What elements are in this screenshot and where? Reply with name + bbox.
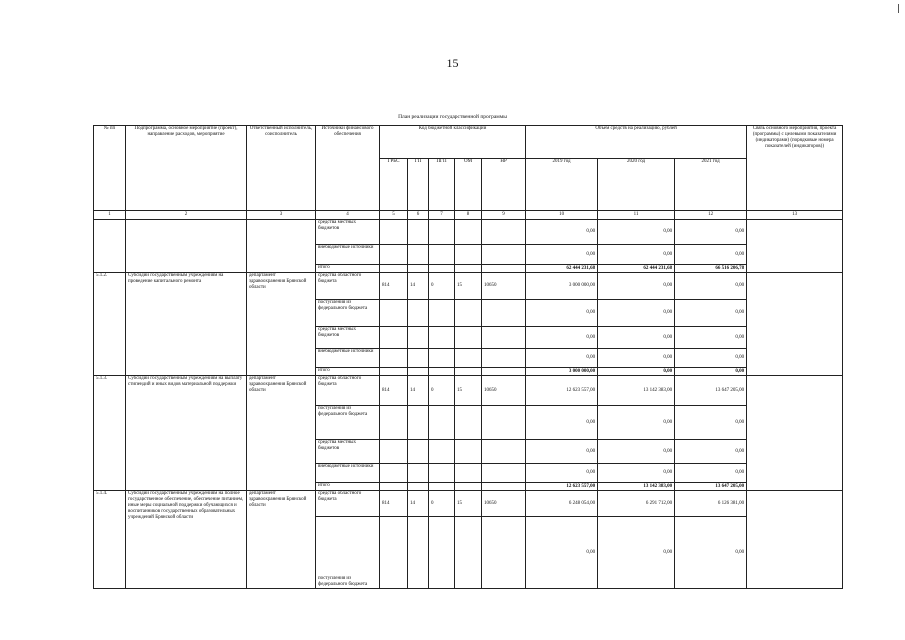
table-row [94, 273, 843, 300]
cell-2020: 0,00 [598, 368, 675, 376]
cell-om [455, 265, 482, 273]
cell-responsible: департамент здравоохранения Брянской области [247, 491, 316, 589]
cell-om [455, 300, 482, 327]
cell-2021: 13 647 205,00 [675, 376, 747, 406]
header-grbs: ГРБС [380, 159, 408, 211]
cell-gp [408, 483, 429, 491]
cell-source: внебюджетные источники [316, 349, 380, 368]
cell-grbs [380, 517, 408, 589]
cell-num: 5.1.2. [94, 273, 126, 376]
cell-2019: 0,00 [526, 517, 598, 589]
column-number: 12 [675, 211, 747, 220]
cell-np [482, 327, 526, 349]
cell-2020: 0,00 [598, 440, 675, 464]
program-plan-table [93, 125, 843, 589]
cell-om [455, 327, 482, 349]
cell-indicator [747, 491, 843, 589]
cell-np [482, 220, 526, 245]
table-row [94, 220, 843, 245]
cell-2021: 0,00 [675, 517, 747, 589]
header-name: Подпрограмма, основное мероприятие (проект), направление расходов, мероприятие [126, 126, 247, 211]
cell-num: 5.1.3. [94, 376, 126, 491]
cell-source: средства местных бюджетов [316, 327, 380, 349]
column-number: 1 [94, 211, 126, 220]
cell-om [455, 349, 482, 368]
cell-np [482, 406, 526, 440]
cell-np [482, 483, 526, 491]
cell-num: 5.1.4. [94, 491, 126, 589]
cell-2021: 0,00 [675, 406, 747, 440]
cell-2020: 0,00 [598, 327, 675, 349]
cell-2019: 0,00 [526, 300, 598, 327]
cell-np: 10650 [482, 273, 526, 300]
cell-np [482, 368, 526, 376]
cell-2020: 62 444 231,68 [598, 265, 675, 273]
cell-source: итого [316, 265, 380, 273]
cell-grbs [380, 483, 408, 491]
cell-2020: 13 142 383,00 [598, 483, 675, 491]
cell-2021: 0,00 [675, 273, 747, 300]
header-gp: ГП [408, 159, 429, 211]
cell-np [482, 440, 526, 464]
cell-source: средства областного бюджета [316, 273, 380, 300]
header-source: Источники финансового обеспечения [316, 126, 380, 211]
cell-2019: 12 623 557,00 [526, 376, 598, 406]
scan-edge-mark [898, 4, 899, 13]
cell-2019: 0,00 [526, 245, 598, 265]
table-title: План реализации государственной программы [398, 114, 507, 120]
cell-2020: 0,00 [598, 349, 675, 368]
cell-2019: 0,00 [526, 406, 598, 440]
cell-om [455, 440, 482, 464]
cell-source: итого [316, 483, 380, 491]
cell-pgp: 0 [429, 491, 455, 517]
cell-2019: 3 000 000,00 [526, 368, 598, 376]
column-number: 3 [247, 211, 316, 220]
cell-responsible: департамент здравоохранения Брянской области [247, 376, 316, 491]
cell-name: Субсидии государственным учреждениям на полное государственное обеспечение, обеспечение питанием, иные меры социальной поддержки обучающихся и воспитанников государственных образовательных учреждений Брянской области [126, 491, 247, 589]
cell-2021: 0,00 [675, 368, 747, 376]
cell-2021: 0,00 [675, 220, 747, 245]
cell-2021: 0,00 [675, 327, 747, 349]
cell-np: 10650 [482, 491, 526, 517]
cell-2020: 6 291 712,00 [598, 491, 675, 517]
cell-np [482, 517, 526, 589]
cell-gp [408, 368, 429, 376]
cell-2021: 66 516 206,78 [675, 265, 747, 273]
cell-2020: 0,00 [598, 300, 675, 327]
column-number: 10 [526, 211, 598, 220]
cell-grbs: 814 [380, 273, 408, 300]
header-budget-code: Код бюджетной классификации [380, 126, 526, 159]
column-number: 7 [429, 211, 455, 220]
header-indicator-link: Связь основного мероприятия, проекта (программы) с целевыми показателями (индикаторами) (порядковые номера показателей (индикаторов)) [747, 126, 843, 211]
cell-gp [408, 327, 429, 349]
cell-grbs [380, 245, 408, 265]
cell-np [482, 349, 526, 368]
cell-2020: 13 142 383,00 [598, 376, 675, 406]
cell-2020: 0,00 [598, 464, 675, 483]
cell-np [482, 245, 526, 265]
cell-gp [408, 300, 429, 327]
column-number-row [94, 211, 843, 220]
cell-gp [408, 220, 429, 245]
cell-gp [408, 406, 429, 440]
cell-om: 15 [455, 376, 482, 406]
cell-grbs [380, 349, 408, 368]
cell-pgp [429, 464, 455, 483]
cell-2019: 0,00 [526, 327, 598, 349]
header-num: № пп [94, 126, 126, 211]
cell-np: 10650 [482, 376, 526, 406]
cell-2019: 0,00 [526, 440, 598, 464]
cell-responsible [247, 220, 316, 273]
table-row [94, 376, 843, 406]
page-number: 15 [446, 56, 459, 70]
cell-om [455, 245, 482, 265]
cell-om [455, 220, 482, 245]
cell-2019: 62 444 231,68 [526, 265, 598, 273]
cell-gp [408, 245, 429, 265]
column-number: 2 [126, 211, 247, 220]
cell-num [94, 220, 126, 273]
cell-grbs: 814 [380, 491, 408, 517]
cell-gp: 14 [408, 376, 429, 406]
header-year-2021: 2021 год [675, 159, 747, 211]
cell-grbs [380, 220, 408, 245]
cell-source: средства местных бюджетов [316, 440, 380, 464]
table-row [94, 491, 843, 517]
cell-2021: 13 647 205,00 [675, 483, 747, 491]
cell-grbs [380, 327, 408, 349]
cell-source: средства областного бюджета [316, 376, 380, 406]
cell-grbs: 814 [380, 376, 408, 406]
cell-source: итого [316, 368, 380, 376]
column-number: 4 [316, 211, 380, 220]
column-number: 9 [482, 211, 526, 220]
cell-pgp [429, 349, 455, 368]
cell-2021: 0,00 [675, 300, 747, 327]
cell-pgp [429, 220, 455, 245]
column-number: 11 [598, 211, 675, 220]
cell-grbs [380, 440, 408, 464]
cell-gp [408, 517, 429, 589]
cell-pgp [429, 406, 455, 440]
header-year-2020: 2020 год [598, 159, 675, 211]
column-number: 8 [455, 211, 482, 220]
cell-gp [408, 349, 429, 368]
cell-pgp [429, 245, 455, 265]
cell-gp [408, 440, 429, 464]
cell-np [482, 265, 526, 273]
column-number: 6 [408, 211, 429, 220]
cell-om [455, 464, 482, 483]
cell-pgp [429, 440, 455, 464]
header-om: ОМ [455, 159, 482, 211]
cell-pgp [429, 483, 455, 491]
cell-source: внебюджетные источники [316, 464, 380, 483]
cell-source: средства местных бюджетов [316, 220, 380, 245]
header-row-1 [94, 126, 843, 159]
cell-source: поступления из федерального бюджета [316, 517, 380, 589]
cell-grbs [380, 464, 408, 483]
cell-name [126, 220, 247, 273]
cell-2021: 6 126 381,00 [675, 491, 747, 517]
cell-2019: 0,00 [526, 464, 598, 483]
header-year-2019: 2019 год [526, 159, 598, 211]
cell-2019: 0,00 [526, 220, 598, 245]
cell-indicator [747, 273, 843, 376]
cell-pgp: 0 [429, 376, 455, 406]
cell-2019: 12 623 557,00 [526, 483, 598, 491]
cell-om [455, 368, 482, 376]
cell-pgp [429, 265, 455, 273]
cell-source: поступления из федерального бюджета [316, 300, 380, 327]
cell-responsible: департамент здравоохранения Брянской области [247, 273, 316, 376]
cell-2020: 0,00 [598, 406, 675, 440]
column-number: 5 [380, 211, 408, 220]
cell-2020: 0,00 [598, 517, 675, 589]
cell-pgp [429, 517, 455, 589]
cell-grbs [380, 300, 408, 327]
header-np: НР [482, 159, 526, 211]
cell-indicator [747, 220, 843, 273]
cell-om: 15 [455, 491, 482, 517]
cell-gp [408, 265, 429, 273]
cell-np [482, 300, 526, 327]
header-responsible: Ответственный исполнитель, соисполнитель [247, 126, 316, 211]
cell-om [455, 483, 482, 491]
cell-grbs [380, 265, 408, 273]
cell-source: внебюджетные источники [316, 245, 380, 265]
header-pgp: ПГП [429, 159, 455, 211]
cell-gp [408, 464, 429, 483]
cell-om: 15 [455, 273, 482, 300]
cell-2019: 6 248 054,00 [526, 491, 598, 517]
cell-np [482, 464, 526, 483]
cell-pgp: 0 [429, 273, 455, 300]
cell-2021: 0,00 [675, 464, 747, 483]
cell-source: поступления из федерального бюджета [316, 406, 380, 440]
cell-2021: 0,00 [675, 245, 747, 265]
cell-2020: 0,00 [598, 273, 675, 300]
cell-gp: 14 [408, 273, 429, 300]
cell-pgp [429, 368, 455, 376]
cell-2021: 0,00 [675, 349, 747, 368]
cell-source: средства областного бюджета [316, 491, 380, 517]
cell-2021: 0,00 [675, 440, 747, 464]
cell-name: Субсидии государственным учреждениям на проведение капитального ремонта [126, 273, 247, 376]
cell-pgp [429, 327, 455, 349]
cell-om [455, 517, 482, 589]
cell-om [455, 406, 482, 440]
cell-gp: 14 [408, 491, 429, 517]
cell-grbs [380, 406, 408, 440]
column-number: 13 [747, 211, 843, 220]
cell-2020: 0,00 [598, 220, 675, 245]
cell-indicator [747, 376, 843, 491]
cell-name: Субсидии государственным учреждениям на выплату стипендий и иных видов материальной поддержки [126, 376, 247, 491]
cell-pgp [429, 300, 455, 327]
cell-2020: 0,00 [598, 245, 675, 265]
cell-2019: 3 000 000,00 [526, 273, 598, 300]
cell-grbs [380, 368, 408, 376]
header-amounts: Объём средств на реализацию, рублей [526, 126, 747, 159]
cell-2019: 0,00 [526, 349, 598, 368]
